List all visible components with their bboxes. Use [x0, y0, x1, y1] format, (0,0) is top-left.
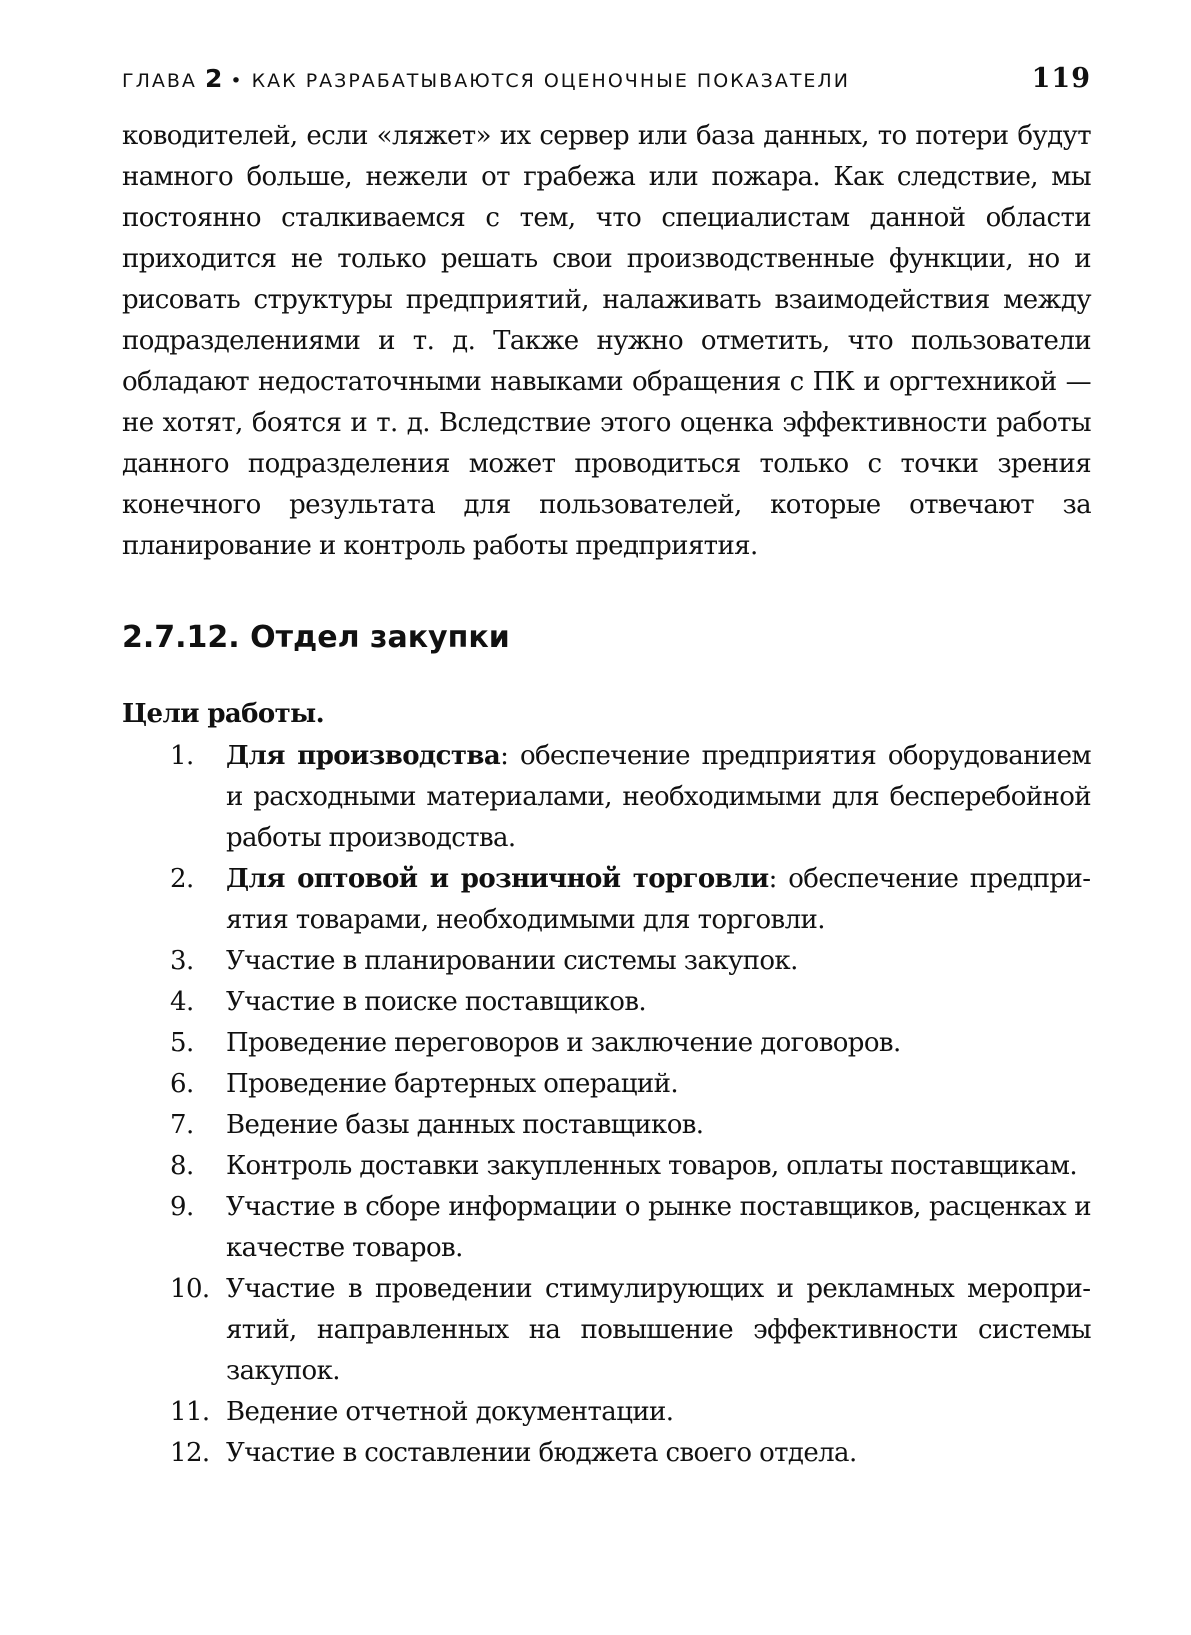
- list-item-number: 8.: [170, 1151, 194, 1181]
- list-item-text: Проведение переговоров и заключение договоров.: [226, 1028, 901, 1058]
- list-item: [122, 1187, 1091, 1269]
- list-item: [122, 941, 1091, 982]
- list-item-text: Участие в составлении бюджета своего отдела.: [226, 1438, 857, 1468]
- goals-list: [122, 736, 1091, 1474]
- list-item-text: : обеспечение предприятия товарами, необходимыми для торговли.: [226, 864, 1092, 935]
- list-item-text: Участие в сборе информации о рынке поставщиков, расценках и качестве товаров.: [226, 1192, 1091, 1263]
- list-item: [122, 1146, 1091, 1187]
- list-item-text: Ведение базы данных поставщиков.: [226, 1110, 704, 1140]
- list-item: [122, 1392, 1091, 1433]
- running-head-chapter: [122, 64, 850, 96]
- chapter-number: 2: [204, 64, 223, 93]
- list-item: [122, 736, 1091, 859]
- list-item: [122, 1023, 1091, 1064]
- list-item-number: 12.: [170, 1438, 210, 1468]
- running-head: [122, 64, 1091, 94]
- goals-heading: Цели работы.: [122, 699, 325, 729]
- page-number: 119: [1031, 63, 1091, 94]
- chapter-title: КАК РАЗРАБАТЫВАЮТСЯ ОЦЕНОЧНЫЕ ПОКАЗАТЕЛИ: [251, 70, 850, 92]
- list-item-text: Участие в планировании системы закупок.: [226, 946, 798, 976]
- list-item: [122, 1105, 1091, 1146]
- list-item-number: 10.: [170, 1274, 210, 1304]
- list-item-number: 6.: [170, 1069, 194, 1099]
- section-title: 2.7.12. Отдел закупки: [122, 620, 510, 655]
- list-item-number: 11.: [170, 1397, 210, 1427]
- list-item-number: 7.: [170, 1110, 194, 1140]
- chapter-label: ГЛАВА: [122, 70, 197, 92]
- list-item-text: Ведение отчетной документации.: [226, 1397, 674, 1427]
- list-item-number: 1.: [170, 741, 194, 771]
- list-item-text: : обеспечение предприятия оборудованием и расходными материалами, необходимыми для бесперебойной работы производства.: [226, 741, 1091, 853]
- list-item-lead: Для оптовой и розничной торговли: [226, 864, 769, 894]
- list-item-number: 2.: [170, 864, 194, 894]
- book-page: [122, 0, 1091, 1635]
- list-item-number: 9.: [170, 1192, 194, 1222]
- list-item: [122, 1269, 1091, 1392]
- chapter-separator: •: [230, 70, 244, 92]
- list-item: [122, 1433, 1091, 1474]
- body-paragraph: ководителей, если «ляжет» их сервер или база данных, то потери будут намного больше, нежели от грабежа или пожара. Как следствие, мы постоянно сталкиваемся с тем, что специалистам данной области приходится не только решать свои производственные функции, но и рисовать структуры предприятий, налаживать взаимодействия между подразделениями и т. д. Также нужно отметить, что пользователи обладают недостаточными навыками обращения с ПК и оргтехникой — не хотят, боятся и т. д. Вследствие этого оценка эффективности работы данного подразделения может проводиться только с точки зрения конечного результата для пользователей, которые отвечают за планирование и контроль работы предприятия.: [122, 121, 1091, 561]
- list-item-number: 3.: [170, 946, 194, 976]
- list-item-number: 5.: [170, 1028, 194, 1058]
- list-item-text: Участие в проведении стимулирующих и рекламных мероприятий, направленных на повышение эффективности системы закупок.: [226, 1274, 1091, 1386]
- list-item: [122, 1064, 1091, 1105]
- list-item: [122, 859, 1091, 941]
- list-item-number: 4.: [170, 987, 194, 1017]
- list-item-text: Проведение бартерных операций.: [226, 1069, 679, 1099]
- list-item-lead: Для производства: [226, 741, 501, 771]
- list-item: [122, 982, 1091, 1023]
- list-item-text: Участие в поиске поставщиков.: [226, 987, 647, 1017]
- list-item-text: Контроль доставки закупленных товаров, оплаты поставщикам.: [226, 1151, 1078, 1181]
